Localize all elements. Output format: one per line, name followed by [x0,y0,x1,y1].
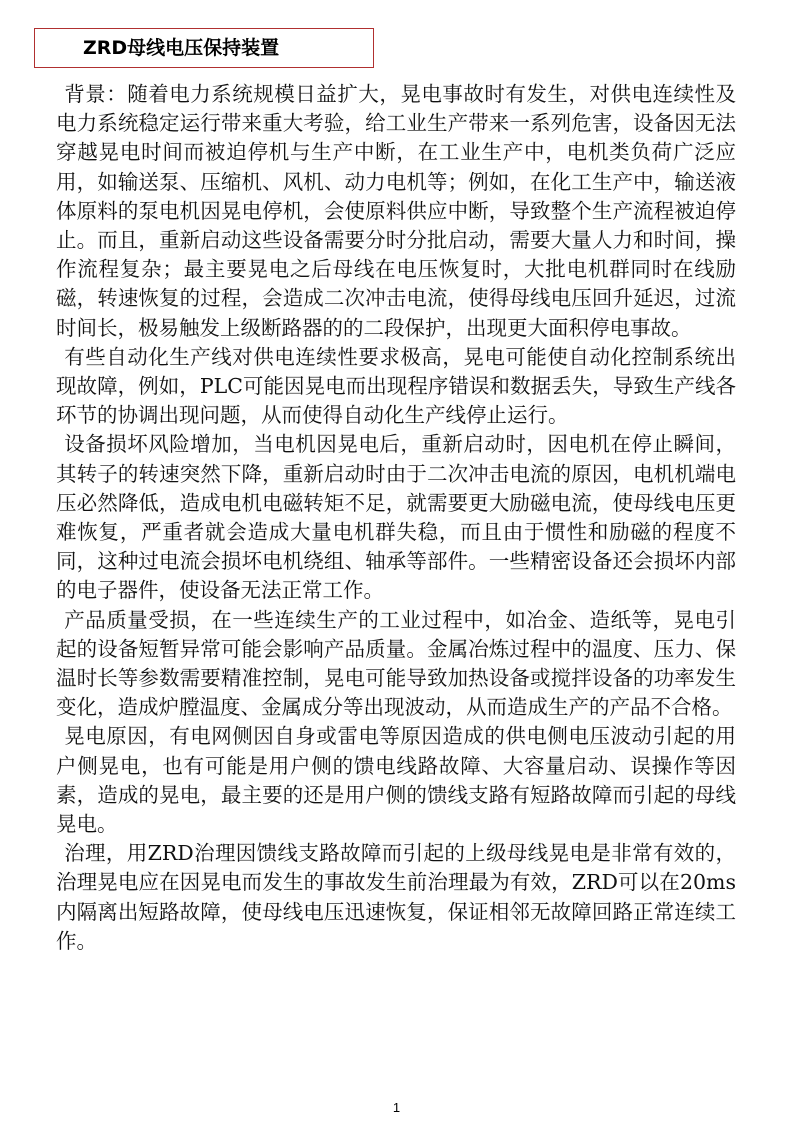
paragraph-equipment-damage: 设备损坏风险增加，当电机因晃电后，重新启动时，因电机在停止瞬间，其转子的转速突然下降，重新启动时由于二次冲击电流的原因，电机机端电压必然降低，造成电机电磁转矩不足，就需要更大励磁电流，使母线电压更难恢复，严重者就会造成大量电机群失稳，而且由于惯性和励磁的程度不同，这种过电流会损坏电机绕组、轴承等部件。一些精密设备还会损坏内部的电子器件，使设备无法正常工作。 [56,432,736,603]
page-number: 1 [392,1100,401,1115]
paragraph-product-quality: 产品质量受损，在一些连续生产的工业过程中，如冶金、造纸等，晃电引起的设备短暂异常可能会影响产品质量。金属冶炼过程中的温度、压力、保温时长等参数需要精准控制，晃电可能导致加热设备或搅拌设备的功率发生变化，造成炉膛温度、金属成分等出现波动，从而造成生产的产品不合格。 [56,607,736,720]
paragraph-automation: 有些自动化生产线对供电连续性要求极高，晃电可能使自动化控制系统出现故障，例如，PLC可能因晃电而出现程序错误和数据丢失，导致生产线各环节的协调出现问题，从而使得自动化生产线停止运行。 [56,344,736,428]
document-body [56,80,736,956]
paragraph-background: 背景：随着电力系统规模日益扩大，晃电事故时有发生，对供电连续性及电力系统稳定运行带来重大考验，给工业生产带来一系列危害，设备因无法穿越晃电时间而被迫停机与生产中断，在工业生产中，电机类负荷广泛应用，如输送泵、压缩机、风机、动力电机等；例如，在化工生产中，输送液体原料的泵电机因晃电停机，会使原料供应中断，导致整个生产流程被迫停止。而且，重新启动这些设备需要分时分批启动，需要大量人力和时间，操作流程复杂；最主要晃电之后母线在电压恢复时，大批电机群同时在线励磁，转速恢复的过程，会造成二次冲击电流，使得母线电压回升延迟，过流时间长，极易触发上级断路器的的二段保护，出现更大面积停电事故。 [56,82,736,340]
paragraph-causes: 晃电原因，有电网侧因自身或雷电等原因造成的供电侧电压波动引起的用户侧晃电，也有可能是用户侧的馈电线路故障、大容量启动、误操作等因素，造成的晃电，最主要的还是用户侧的馈线支路有短路故障而引起的母线晃电。 [56,724,736,837]
paragraph-treatment: 治理，用ZRD治理因馈线支路故障而引起的上级母线晃电是非常有效的，治理晃电应在因晃电而发生的事故发生前治理最为有效，ZRD可以在20ms内隔离出短路故障，使母线电压迅速恢复，保证相邻无故障回路正常连续工作。 [56,841,736,953]
document-title: ZRD母线电压保持装置 [34,28,374,68]
